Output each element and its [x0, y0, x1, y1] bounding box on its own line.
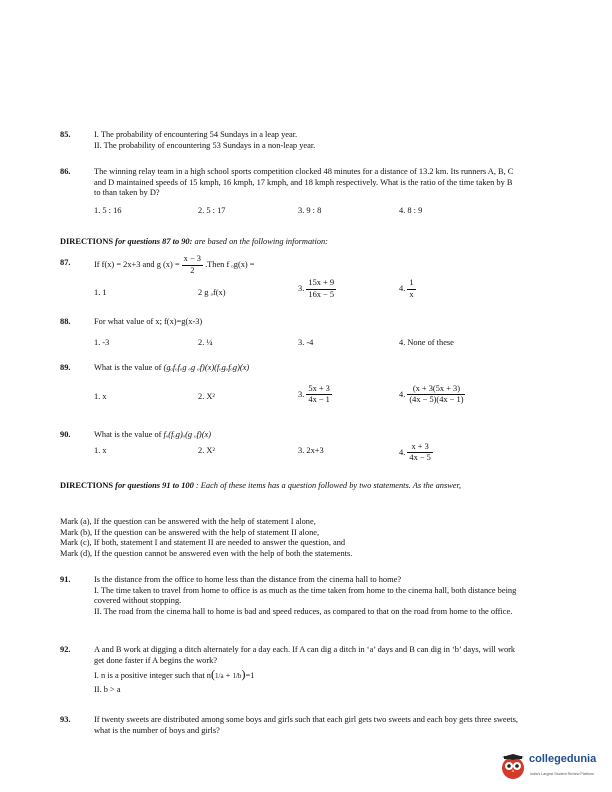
question-lead: What is the value of	[94, 430, 162, 439]
statement-2: II. The road from the cinema hall to home is bad and speed reduces, as compared to that on the road from home to the office.	[94, 606, 513, 616]
statement-1: I. n is a positive integer such that n(1/a + 1/b)=1	[94, 667, 255, 681]
option-1: 1. x	[94, 445, 107, 455]
directions-range: for questions 87 to 90:	[115, 237, 193, 246]
question-tail: .Then f ₒg(x) =	[205, 259, 255, 269]
logo-tagline: India's Largest Student Review Platform	[530, 772, 594, 776]
option-1: 1. -3	[94, 337, 110, 347]
collegedunia-logo	[500, 752, 608, 782]
option-1: 1. 1	[94, 288, 107, 297]
question-text: A and B work at digging a ditch alternately for a day each. If A can dig a ditch in ‘a’ days and B can dig in ‘b’ days, will work get done faster if A begins the work?	[94, 645, 516, 665]
option-2: 2 g ₒf(x)	[198, 288, 226, 297]
question-text: For what value of x; f(x)=g(x-3)	[94, 317, 203, 326]
question-number: 91.	[60, 575, 71, 584]
fraction	[182, 254, 203, 276]
fraction	[306, 278, 336, 300]
question-lead: If f(x) = 2x+3 and g (x) =	[94, 259, 180, 269]
question-text: Is the distance from the office to home less than the distance from the cinema hall to home?	[94, 575, 402, 584]
option-4-label: 4.	[399, 447, 406, 457]
mark-b: Mark (b), If the question can be answered with the help of statement II alone,	[60, 527, 320, 537]
reciprocal-a: 1/a	[215, 672, 224, 680]
option-4: 4. None of these	[399, 337, 454, 347]
equals-one: =1	[245, 671, 255, 680]
directions-87-90	[60, 237, 530, 248]
fraction	[407, 384, 465, 406]
plus-sign: +	[225, 671, 231, 680]
statement-1: I. The probability of encountering 54 Sundays in a leap year.	[94, 130, 298, 139]
question-text: The winning relay team in a high school sports competition clocked 48 minutes for a distance of 13.2 km. Its runners A, B, C and D maintained speeds of 15 kmph, 16 kmph, 17 kmph, and 18 kmph respectively. What is the ratio of the time taken by B to than taken by D?	[94, 167, 514, 197]
statement-1: I. The time taken to travel from home to office is as much as the time taken from home to the cinema hall, both distance being covered without stopping.	[94, 585, 517, 605]
option-3-label: 3.	[298, 283, 305, 293]
question-number: 87.	[60, 258, 71, 267]
option-1: 1. 5 : 16	[94, 205, 122, 215]
directions-range: for questions 91 to 100	[115, 481, 194, 490]
option-2: 2. X²	[198, 391, 215, 401]
option-4	[399, 384, 465, 406]
option-3: 3. 9 : 8	[298, 205, 322, 215]
composition-expression: fₒ(fₒg)ₒ(g ₒf)(x)	[163, 430, 212, 439]
question-91	[60, 575, 520, 617]
directions-label: DIRECTIONS	[60, 481, 114, 490]
option-2: 2. 5 : 17	[198, 205, 226, 215]
option-2: 2. ¼	[198, 337, 213, 347]
statement-2: II. b > a	[94, 684, 121, 694]
option-3: 3. -4	[298, 337, 314, 347]
fraction	[407, 278, 415, 300]
option-4	[399, 278, 416, 300]
fraction-numerator: x − 3	[182, 254, 203, 266]
question-85	[60, 130, 520, 151]
fraction	[306, 384, 331, 406]
option-3	[298, 384, 332, 406]
question-number: 86.	[60, 167, 71, 176]
question-lead: What is the value of	[94, 363, 162, 372]
mark-a: Mark (a), If the question can be answered with the help of statement I alone,	[60, 517, 316, 526]
option-2: 2. X²	[198, 445, 215, 455]
fraction-denominator: 16x − 5	[308, 289, 335, 299]
directions-text: : Each of these items has a question followed by two statements. As the answer,	[195, 481, 461, 490]
mark-c: Mark (c), If both, statement I and statement II are needed to answer the question, and	[60, 538, 346, 547]
question-86	[60, 167, 520, 220]
question-number: 88.	[60, 317, 71, 326]
directions-91-100	[60, 481, 530, 492]
question-number: 85.	[60, 130, 71, 139]
answer-key-instructions	[60, 517, 530, 559]
fraction-numerator: 15x + 9	[306, 278, 336, 290]
fraction-numerator: (x + 3(5x + 3)	[407, 384, 465, 396]
option-3-label: 3.	[298, 389, 305, 399]
owl-mascot-icon	[500, 754, 526, 780]
option-4: 4. 8 : 9	[399, 205, 423, 215]
fraction-denominator: 4x − 5	[409, 453, 431, 462]
question-number: 93.	[60, 715, 71, 724]
logo-wordmark: collegedunia	[529, 753, 597, 765]
option-4	[399, 442, 433, 464]
reciprocal-b: 1/b	[232, 672, 242, 680]
question-88	[60, 317, 520, 352]
statement-2: II. The probability of encountering 53 Sundays in a non-leap year.	[94, 140, 316, 150]
question-89	[60, 363, 520, 414]
question-number: 92.	[60, 645, 71, 654]
fraction-denominator: 4x − 1	[308, 395, 330, 404]
question-text: If twenty sweets are distributed among some boys and girls such that each girl gets two sweets and each boy gets three sweets, what is the number of boys and girls?	[94, 715, 518, 735]
composition-expression: (gₒfₒfₒg ₒg ₒf)(x)(fₒgₒfₒg)(x)	[163, 363, 250, 372]
question-90	[60, 430, 520, 468]
question-87	[60, 254, 520, 308]
option-3: 3. 2x+3	[298, 445, 324, 455]
question-number: 89.	[60, 363, 71, 372]
question-92	[60, 645, 520, 695]
fraction-numerator: x + 3	[407, 442, 432, 454]
directions-label: DIRECTIONS	[60, 237, 114, 246]
question-93	[60, 715, 520, 736]
statement-1-text: I. n is a positive integer such that n	[94, 671, 211, 680]
question-number: 90.	[60, 430, 71, 439]
option-1: 1. x	[94, 391, 107, 401]
option-3	[298, 278, 336, 300]
directions-text: are based on the following information:	[194, 237, 328, 246]
fraction-numerator: 1	[407, 278, 415, 290]
fraction	[407, 442, 432, 464]
option-4-label: 4.	[399, 283, 406, 293]
fraction-denominator: (4x − 5)(4x − 1)	[409, 395, 464, 404]
option-4-label: 4.	[399, 389, 406, 399]
fraction-denominator: x	[409, 289, 414, 299]
fraction-denominator: 2	[190, 265, 195, 275]
fraction-numerator: 5x + 3	[306, 384, 331, 396]
mark-d: Mark (d), If the question cannot be answered even with the help of both the statements.	[60, 548, 353, 558]
